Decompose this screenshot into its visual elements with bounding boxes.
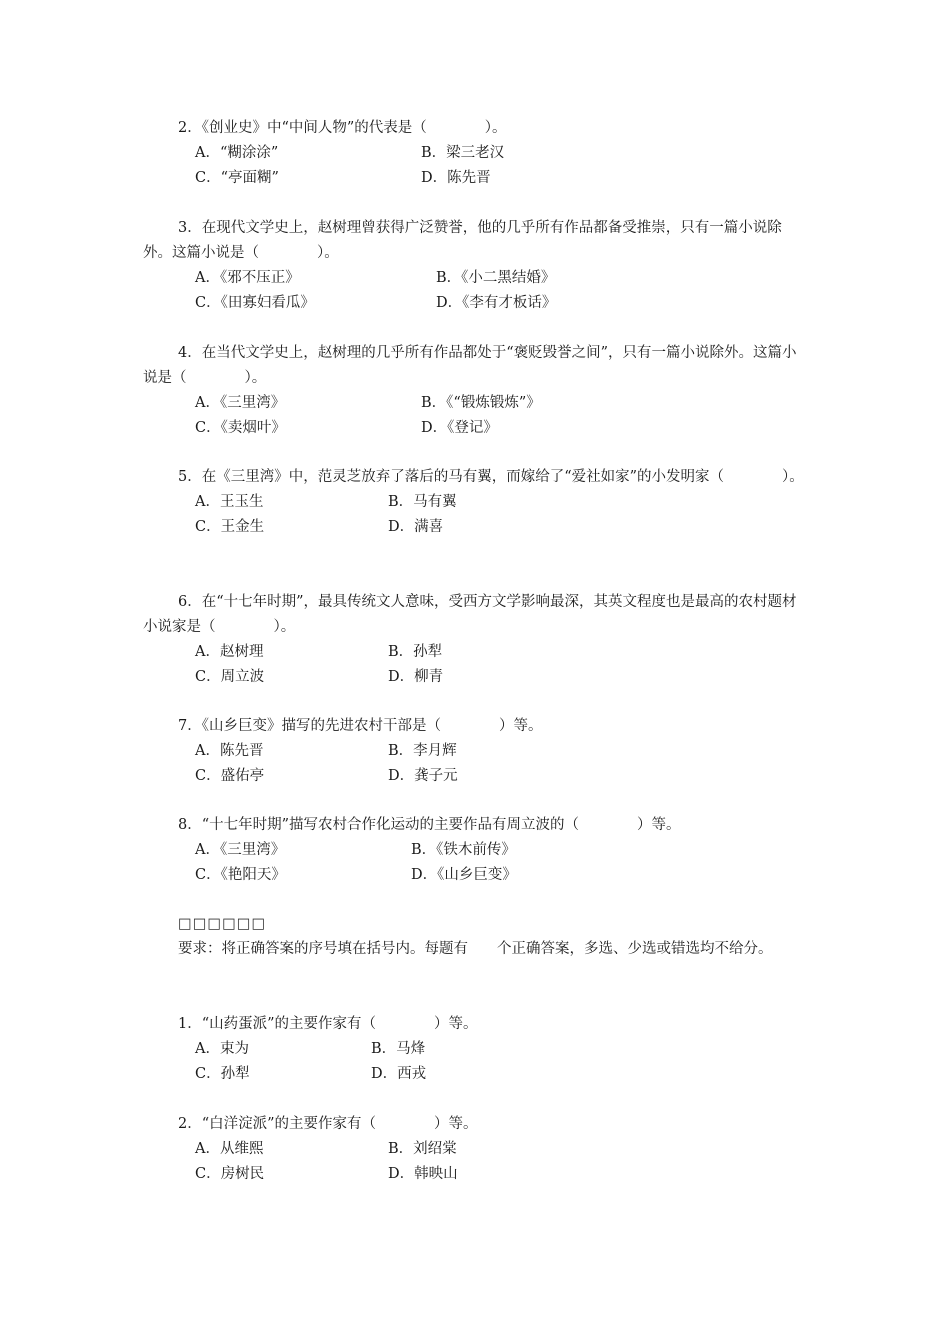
option-a: A．赵树理	[195, 644, 264, 660]
option-b: B．孙犁	[388, 644, 443, 660]
option-c: C．孙犁	[195, 1066, 250, 1082]
option-d: D．满喜	[388, 519, 444, 535]
option-b: B．《“锻炼锻炼”》	[421, 395, 541, 411]
option-d: D．西戎	[371, 1066, 427, 1082]
options	[143, 739, 808, 789]
option-a: A．“糊涂涂”	[195, 145, 279, 161]
option-c: C．周立波	[195, 669, 265, 685]
question-4	[143, 341, 808, 441]
question-stem: 4．在当代文学史上，赵树理的几乎所有作品都处于“褒贬毁誉之间”，只有一篇小说除外。这篇小说是（ ）。	[143, 345, 797, 386]
option-c: C．房树民	[195, 1166, 265, 1182]
option-a: A．王玉生	[195, 494, 264, 510]
option-d: D．陈先晋	[421, 170, 491, 186]
option-b: B．马有翼	[388, 494, 457, 510]
question-3	[143, 216, 808, 316]
option-c: C．《艳阳天》	[195, 867, 286, 883]
option-b: B．刘绍棠	[388, 1141, 457, 1157]
question-8	[143, 813, 808, 888]
option-c: C．王金生	[195, 519, 265, 535]
option-d: D．《登记》	[421, 420, 498, 436]
question-stem: 5．在《三里湾》中，范灵芝放弃了落后的马有翼，而嫁给了“爱社如家”的小发明家（ ）。	[178, 469, 804, 485]
option-c: C．“亭面糊”	[195, 170, 279, 186]
multi-question-1	[143, 1012, 808, 1087]
question-2	[143, 116, 808, 191]
options	[143, 1037, 808, 1087]
option-a: A．《邪不压正》	[195, 270, 300, 286]
question-stem: 8．“十七年时期”描写农村合作化运动的主要作品有周立波的（ ）等。	[178, 817, 681, 833]
question-stem: 2．《创业史》中“中间人物”的代表是（ ）。	[178, 120, 507, 136]
section-header	[143, 912, 808, 962]
option-b: B．《铁木前传》	[411, 842, 516, 858]
option-b: B．梁三老汉	[421, 145, 505, 161]
options	[143, 640, 808, 690]
option-a: A．《三里湾》	[195, 395, 286, 411]
option-b: B．马烽	[371, 1041, 426, 1057]
options	[143, 266, 808, 316]
option-b: B．《小二黑结婚》	[436, 270, 556, 286]
option-a: A．陈先晋	[195, 743, 264, 759]
multi-question-2	[143, 1112, 808, 1187]
question-stem: 1．“山药蛋派”的主要作家有（ ）等。	[178, 1016, 478, 1032]
options	[143, 490, 808, 540]
section-title: □□□□□□	[178, 916, 267, 932]
option-c: C．《卖烟叶》	[195, 420, 286, 436]
option-c: C．盛佑亭	[195, 768, 265, 784]
question-stem: 7．《山乡巨变》描写的先进农村干部是（ ）等。	[178, 718, 543, 734]
question-5	[143, 465, 808, 540]
option-a: A．束为	[195, 1041, 249, 1057]
options	[143, 1137, 808, 1187]
question-stem: 6．在“十七年时期”，最具传统文人意味，受西方文学影响最深，其英文程度也是最高的农村题材小说家是（ ）。	[143, 594, 797, 635]
option-b: B．李月辉	[388, 743, 457, 759]
options	[143, 391, 808, 441]
option-d: D．龚子元	[388, 768, 458, 784]
question-stem: 2．“白洋淀派”的主要作家有（ ）等。	[178, 1116, 478, 1132]
question-7	[143, 714, 808, 789]
option-d: D．《山乡巨变》	[411, 867, 517, 883]
option-d: D．韩映山	[388, 1166, 458, 1182]
section-requirement: 要求：将正确答案的序号填在括号内。每题有 个正确答案，多选、少选或错选均不给分。	[178, 941, 773, 957]
option-d: D．《李有才板话》	[436, 295, 557, 311]
options	[143, 838, 808, 888]
option-a: A．《三里湾》	[195, 842, 286, 858]
option-d: D．柳青	[388, 669, 444, 685]
option-a: A．从维熙	[195, 1141, 264, 1157]
question-stem: 3．在现代文学史上，赵树理曾获得广泛赞誉，他的几乎所有作品都备受推崇，只有一篇小说除外。这篇小说是（ ）。	[143, 220, 782, 261]
options	[143, 141, 808, 191]
question-6	[143, 590, 808, 690]
option-c: C．《田寡妇看瓜》	[195, 295, 315, 311]
